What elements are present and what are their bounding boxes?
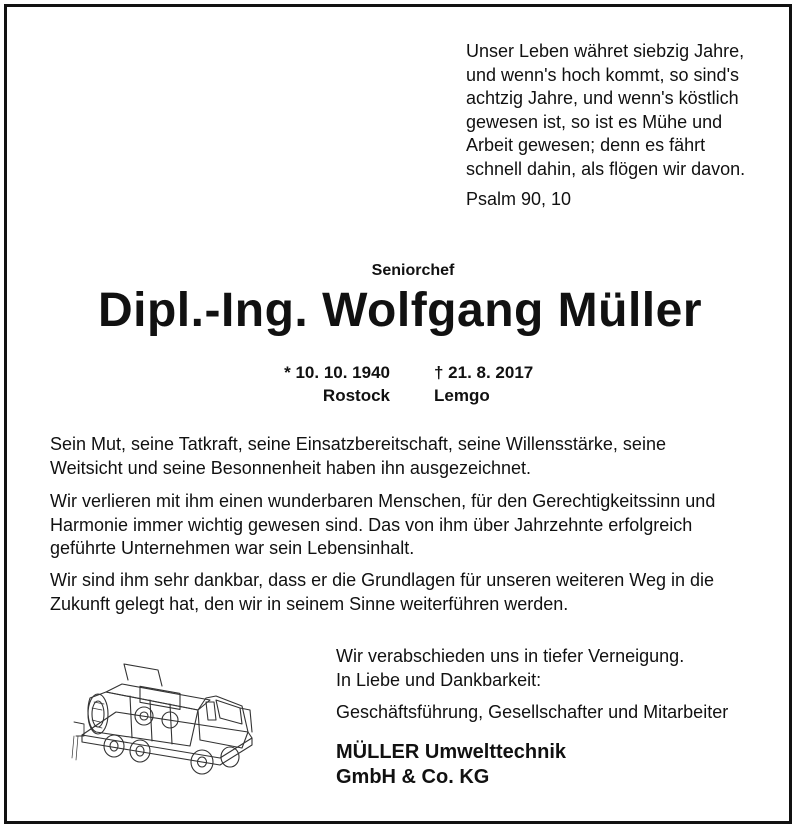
psalm-line: Unser Leben währet siebzig Jahre, <box>466 41 745 61</box>
death-date: † 21. 8. 2017 <box>434 363 534 382</box>
psalm-line: achtzig Jahre, und wenn's köstlich <box>466 88 739 108</box>
paragraph-tribute <box>50 433 770 480</box>
birth-date: * 10. 10. 1940 <box>284 363 390 382</box>
closing-line: In Liebe und Dankbarkeit: <box>336 669 542 690</box>
paragraph-loss <box>50 490 770 561</box>
company-name-line: MÜLLER Umwelttechnik <box>336 741 567 763</box>
paragraph-line: Wir verlieren mit ihm einen wunderbaren Menschen, für den Gerechtigkeitssinn und <box>50 491 716 511</box>
psalm-line: Arbeit gewesen; denn es fährt <box>466 135 706 155</box>
psalm-reference: Psalm 90, 10 <box>466 189 572 209</box>
psalm-quote <box>466 40 766 181</box>
deceased-role: Seniorchef <box>371 262 455 279</box>
company-name-line: GmbH & Co. KG <box>336 766 490 788</box>
paragraph-line: Weitsicht und seine Besonnenheit haben ihn ausgezeichnet. <box>50 457 532 478</box>
company-name <box>336 740 566 790</box>
paragraph-gratitude <box>50 569 770 616</box>
signers: Geschäftsführung, Gesellschafter und Mitarbeiter <box>336 702 729 722</box>
deceased-name: Dipl.-Ing. Wolfgang Müller <box>97 284 703 337</box>
truck-sketch-icon <box>70 640 265 785</box>
paragraph-line: Harmonie immer wichtig gewesen sind. Das von ihm über Jahrzehnte erfolgreich <box>50 514 693 535</box>
death-info <box>434 361 584 407</box>
psalm-line: schnell dahin, als flögen wir davon. <box>466 158 746 179</box>
paragraph-line: Wir sind ihm sehr dankbar, dass er die Grundlagen für unseren weiteren Weg in die <box>50 570 715 590</box>
paragraph-line: geführte Unternehmen war sein Lebensinhalt. <box>50 538 415 558</box>
closing-words <box>336 645 684 692</box>
death-place: Lemgo <box>434 386 490 405</box>
paragraph-line: Sein Mut, seine Tatkraft, seine Einsatzbereitschaft, seine Willensstärke, seine <box>50 434 666 454</box>
birth-info <box>250 361 390 407</box>
paragraph-line: Zukunft gelegt hat, den wir in seinem Sinne weiterführen werden. <box>50 593 569 614</box>
birth-place: Rostock <box>322 386 390 405</box>
psalm-line: gewesen ist, so ist es Mühe und <box>466 111 723 132</box>
closing-line: Wir verabschieden uns in tiefer Verneigung. <box>336 646 685 666</box>
psalm-line: und wenn's hoch kommt, so sind's <box>466 64 740 85</box>
